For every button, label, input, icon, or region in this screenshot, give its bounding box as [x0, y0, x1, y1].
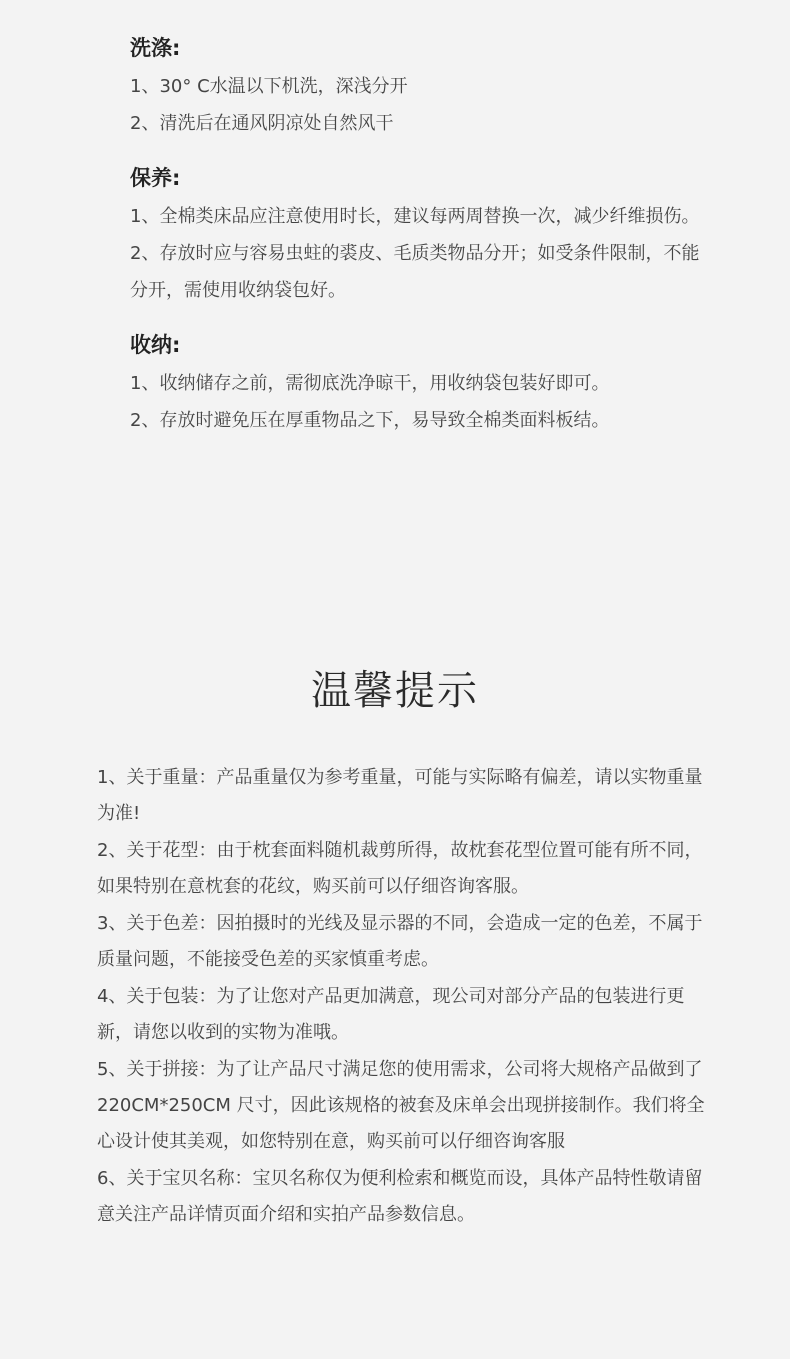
tip-packaging: 4、关于包装：为了让您对产品更加满意，现公司对部分产品的包装进行更新，请您以收到的实物为准哦。 — [97, 986, 685, 1043]
storage-item: 2、存放时避免压在厚重物品之下，易导致全棉类面料板结。 — [130, 410, 610, 431]
maintenance-item: 1、全棉类床品应注意使用时长，建议每两周替换一次，减少纤维损伤。 — [130, 206, 700, 227]
washing-item: 2、清洗后在通风阴凉处自然风干 — [130, 113, 394, 134]
maintenance-heading: 保养: — [130, 166, 181, 190]
tips-list — [97, 760, 707, 1234]
tip-pattern: 2、关于花型：由于枕套面料随机裁剪所得，故枕套花型位置可能有所不同，如果特别在意枕套的花纹，购买前可以仔细咨询客服。 — [97, 840, 703, 897]
storage-item: 1、收纳储存之前，需彻底洗净晾干，用收纳袋包装好即可。 — [130, 373, 610, 394]
storage-section — [130, 331, 710, 439]
maintenance-section — [130, 164, 710, 309]
tip-color-difference: 3、关于色差：因拍摄时的光线及显示器的不同，会造成一定的色差，不属于质量问题，不能接受色差的买家慎重考虑。 — [97, 913, 703, 970]
tip-weight: 1、关于重量：产品重量仅为参考重量，可能与实际略有偏差，请以实物重量为准! — [97, 767, 703, 824]
care-instructions — [130, 34, 710, 461]
tip-splicing: 5、关于拼接：为了让产品尺寸满足您的使用需求，公司将大规格产品做到了 220CM*250CM 尺寸，因此该规格的被套及床单会出现拼接制作。我们将全心设计使其美观，如您特别在意，购买前可以仔细咨询客服 — [97, 1059, 705, 1152]
washing-section — [130, 34, 710, 142]
maintenance-item: 2、存放时应与容易虫蛀的裘皮、毛质类物品分开；如受条件限制，不能分开，需使用收纳袋包好。 — [130, 243, 700, 301]
tip-product-name: 6、关于宝贝名称：宝贝名称仅为便利检索和概览而设，具体产品特性敬请留意关注产品详情页面介绍和实拍产品参数信息。 — [97, 1168, 703, 1225]
tips-title: 温馨提示 — [311, 668, 479, 714]
washing-heading: 洗涤: — [130, 36, 181, 60]
storage-heading: 收纳: — [130, 333, 181, 357]
washing-item: 1、30° C水温以下机洗，深浅分开 — [130, 76, 408, 97]
